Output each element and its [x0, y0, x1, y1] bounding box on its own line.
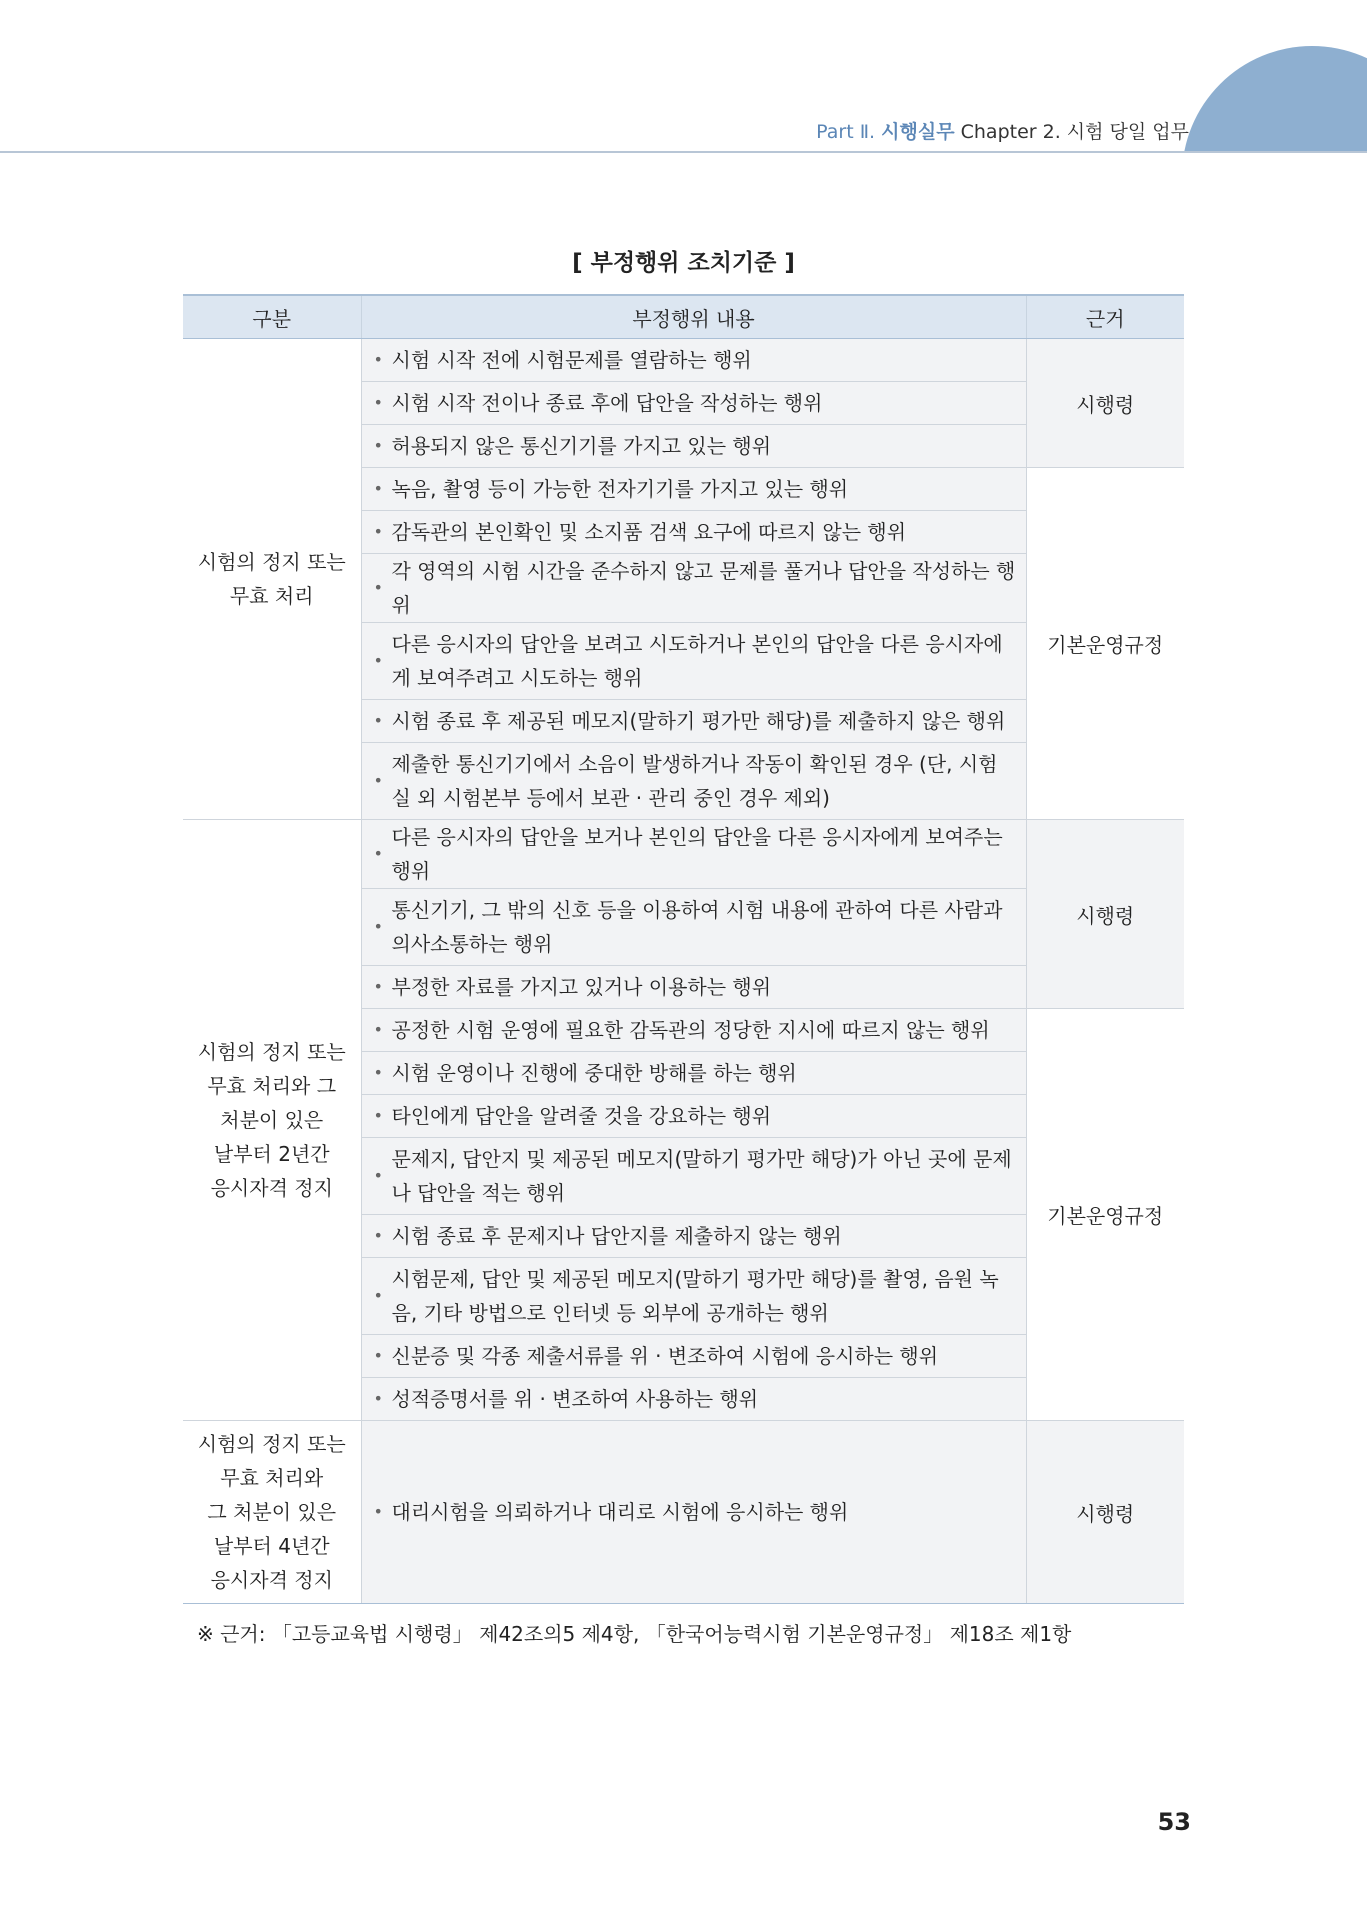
item-cell: • 시험 시작 전에 시험문제를 열람하는 행위 [361, 339, 1026, 382]
table-row [183, 820, 1184, 889]
item-cell: • 녹음, 촬영 등이 가능한 전자기기를 가지고 있는 행위 [361, 468, 1026, 511]
category-line: 그 처분이 있은 [207, 1500, 337, 1524]
category-line: 날부터 2년간 [213, 1142, 330, 1166]
item-cell: • 제출한 통신기기에서 소음이 발생하거나 작동이 확인된 경우 (단, 시험실 외 시험본부 등에서 보관 · 관리 중인 경우 제외) [361, 743, 1026, 820]
chapter-label: Chapter 2. 시험 당일 업무 [960, 121, 1189, 143]
part-title: 시행실무 [881, 121, 955, 143]
item-cell: • 문제지, 답안지 및 제공된 메모지(말하기 평가만 해당)가 아닌 곳에 문제나 답안을 적는 행위 [361, 1138, 1026, 1215]
item-cell: • 시험 운영이나 진행에 중대한 방해를 하는 행위 [361, 1052, 1026, 1095]
item-cell: • 시험 종료 후 제공된 메모지(말하기 평가만 해당)를 제출하지 않은 행위 [361, 700, 1026, 743]
category-line: 시험의 정지 또는 [197, 1432, 346, 1456]
category-line: 응시자격 정지 [210, 1568, 333, 1592]
item-cell: • 성적증명서를 위 · 변조하여 사용하는 행위 [361, 1378, 1026, 1421]
table-title: [ 부정행위 조치기준 ] [572, 250, 795, 276]
category-line: 시험의 정지 또는 [197, 1040, 346, 1064]
header-category: 구분 [183, 295, 361, 339]
category-line: 처분이 있은 [220, 1108, 324, 1132]
item-cell: • 허용되지 않은 통신기기를 가지고 있는 행위 [361, 425, 1026, 468]
basis-cell: 시행령 [1026, 820, 1184, 1009]
item-cell: • 시험 시작 전이나 종료 후에 답안을 작성하는 행위 [361, 382, 1026, 425]
item-cell: • 다른 응시자의 답안을 보거나 본인의 답안을 다른 응시자에게 보여주는 행위 [361, 820, 1026, 889]
basis-cell: 기본운영규정 [1026, 1009, 1184, 1421]
category-cell [183, 1421, 361, 1604]
item-cell: • 시험 종료 후 문제지나 답안지를 제출하지 않는 행위 [361, 1215, 1026, 1258]
item-cell: • 신분증 및 각종 제출서류를 위 · 변조하여 시험에 응시하는 행위 [361, 1335, 1026, 1378]
category-line: 무효 처리와 그 [207, 1074, 337, 1098]
item-cell: • 각 영역의 시험 시간을 준수하지 않고 문제를 풀거나 답안을 작성하는 행위 [361, 554, 1026, 623]
item-cell: • 통신기기, 그 밖의 신호 등을 이용하여 시험 내용에 관하여 다른 사람과 의사소통하는 행위 [361, 889, 1026, 966]
page-number: 53 [1157, 1808, 1191, 1836]
footnote: ※ 근거: 「고등교육법 시행령」 제42조의5 제4항, 「한국어능력시험 기본운영규정」 제18조 제1항 [197, 1622, 1072, 1646]
table-header-row [183, 295, 1184, 339]
header-divider [0, 151, 1367, 153]
basis-cell: 기본운영규정 [1026, 468, 1184, 820]
basis-cell: 시행령 [1026, 339, 1184, 468]
header-basis: 근거 [1026, 295, 1184, 339]
category-cell [183, 339, 361, 820]
category-line: 날부터 4년간 [213, 1534, 330, 1558]
part-label: Part Ⅱ. [816, 121, 876, 143]
running-header [816, 117, 1189, 144]
category-line: 무효 처리 [229, 584, 314, 608]
item-cell: • 부정한 자료를 가지고 있거나 이용하는 행위 [361, 966, 1026, 1009]
category-cell [183, 820, 361, 1421]
table-row [183, 339, 1184, 382]
category-line: 응시자격 정지 [210, 1176, 333, 1200]
header-content: 부정행위 내용 [361, 295, 1026, 339]
category-line: 시험의 정지 또는 [197, 550, 346, 574]
misconduct-table [183, 294, 1184, 1604]
table-row [183, 1421, 1184, 1604]
item-cell: • 타인에게 답안을 알려줄 것을 강요하는 행위 [361, 1095, 1026, 1138]
item-cell: • 감독관의 본인확인 및 소지품 검색 요구에 따르지 않는 행위 [361, 511, 1026, 554]
item-cell: • 다른 응시자의 답안을 보려고 시도하거나 본인의 답안을 다른 응시자에게 보여주려고 시도하는 행위 [361, 623, 1026, 700]
basis-cell: 시행령 [1026, 1421, 1184, 1604]
item-cell: • 대리시험을 의뢰하거나 대리로 시험에 응시하는 행위 [361, 1421, 1026, 1604]
item-cell: • 공정한 시험 운영에 필요한 감독관의 정당한 지시에 따르지 않는 행위 [361, 1009, 1026, 1052]
item-cell: • 시험문제, 답안 및 제공된 메모지(말하기 평가만 해당)를 촬영, 음원 녹음, 기타 방법으로 인터넷 등 외부에 공개하는 행위 [361, 1258, 1026, 1335]
category-line: 무효 처리와 [220, 1466, 324, 1490]
